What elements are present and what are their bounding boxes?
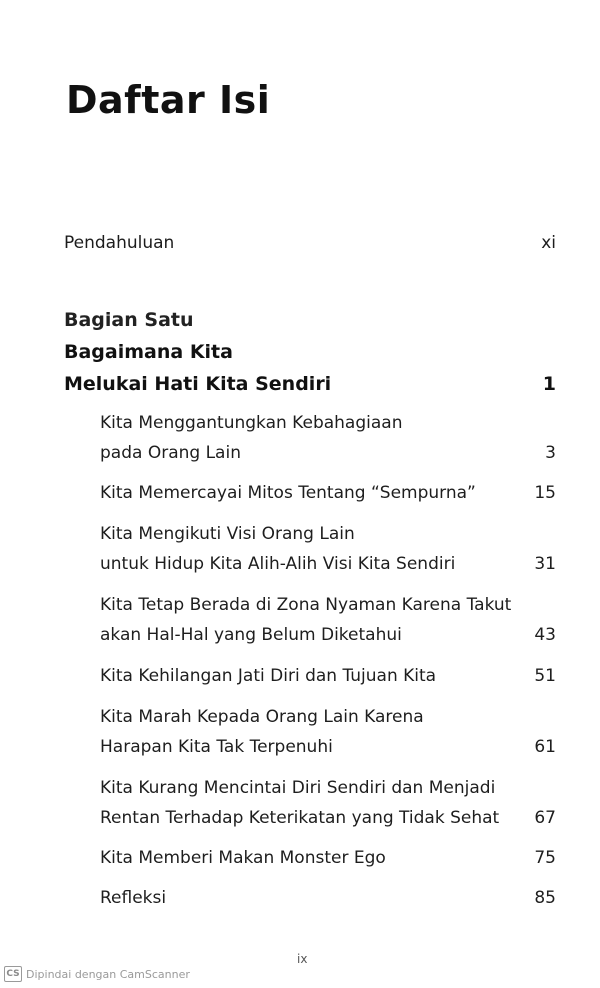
toc-entry-page-number: 31 (534, 554, 556, 574)
toc-entry-title-line: untuk Hidup Kita Alih-Alih Visi Kita Sendiri (100, 554, 456, 574)
toc-entry-page-number: 43 (534, 625, 556, 645)
part-title-line-1: Bagaimana Kita (64, 341, 233, 363)
toc-intro-row (64, 233, 556, 253)
toc-entry (100, 408, 556, 468)
toc-entry-title-line: Rentan Terhadap Keterikatan yang Tidak Sehat (100, 808, 500, 828)
part-label: Bagian Satu (64, 309, 194, 331)
toc-entry-page-number: 51 (534, 666, 556, 686)
part-title-row (64, 368, 556, 400)
toc-entry-title-line: Kita Tetap Berada di Zona Nyaman Karena Takut (100, 595, 512, 615)
toc-entry-page-number: 75 (534, 848, 556, 868)
toc-entry-title (100, 773, 499, 833)
toc-entry-page-number: 85 (534, 888, 556, 908)
camscanner-logo-icon: CS (4, 966, 22, 982)
toc-entry (100, 843, 556, 873)
scanner-watermark (4, 966, 190, 982)
toc-entry-title (100, 883, 166, 913)
toc-entry-title-line: Kita Menggantungkan Kebahagiaan (100, 413, 403, 433)
toc-entry-title-line: pada Orang Lain (100, 443, 241, 463)
toc-entry-title-line: Refleksi (100, 888, 167, 908)
toc-entry-title (100, 590, 511, 650)
toc-entry (100, 661, 556, 691)
toc-entry (100, 883, 556, 913)
toc-entry (100, 702, 556, 762)
toc-entry-page-number: 67 (534, 808, 556, 828)
page-folio: ix (297, 952, 308, 966)
toc-entry-title-line: Kita Memberi Makan Monster Ego (100, 848, 386, 868)
part-title-line-2: Melukai Hati Kita Sendiri (64, 373, 332, 395)
toc-entry-title-line: Kita Memercayai Mitos Tentang “Sempurna” (100, 483, 476, 503)
toc-entry-title (100, 478, 476, 508)
toc-entry-title (100, 843, 386, 873)
toc-entry (100, 519, 556, 579)
page-title: Daftar Isi (66, 78, 271, 122)
toc-entry (100, 590, 556, 650)
toc-entries-list (100, 408, 556, 913)
toc-entry-title-line: Harapan Kita Tak Terpenuhi (100, 737, 333, 757)
toc-entry (100, 478, 556, 508)
toc-entry-title (100, 519, 455, 579)
toc-entry-title (100, 702, 424, 762)
part-page-number: 1 (542, 373, 556, 395)
toc-entry-page-number: 3 (545, 443, 556, 463)
intro-page-number: xi (541, 233, 556, 253)
toc-entry-title-line: Kita Kurang Mencintai Diri Sendiri dan Menjadi (100, 778, 496, 798)
toc-entry-title-line: Kita Kehilangan Jati Diri dan Tujuan Kita (100, 666, 437, 686)
toc-entry-title (100, 661, 436, 691)
toc-entry-title-line: Kita Mengikuti Visi Orang Lain (100, 524, 355, 544)
toc-entry (100, 773, 556, 833)
toc-entry-page-number: 15 (534, 483, 556, 503)
toc-entry-title (100, 408, 402, 468)
part-one-heading (64, 304, 556, 400)
toc-entry-page-number: 61 (534, 737, 556, 757)
watermark-text: Dipindai dengan CamScanner (26, 967, 190, 981)
toc-entry-title-line: akan Hal-Hal yang Belum Diketahui (100, 625, 402, 645)
intro-label: Pendahuluan (64, 233, 175, 253)
toc-entry-title-line: Kita Marah Kepada Orang Lain Karena (100, 707, 424, 727)
